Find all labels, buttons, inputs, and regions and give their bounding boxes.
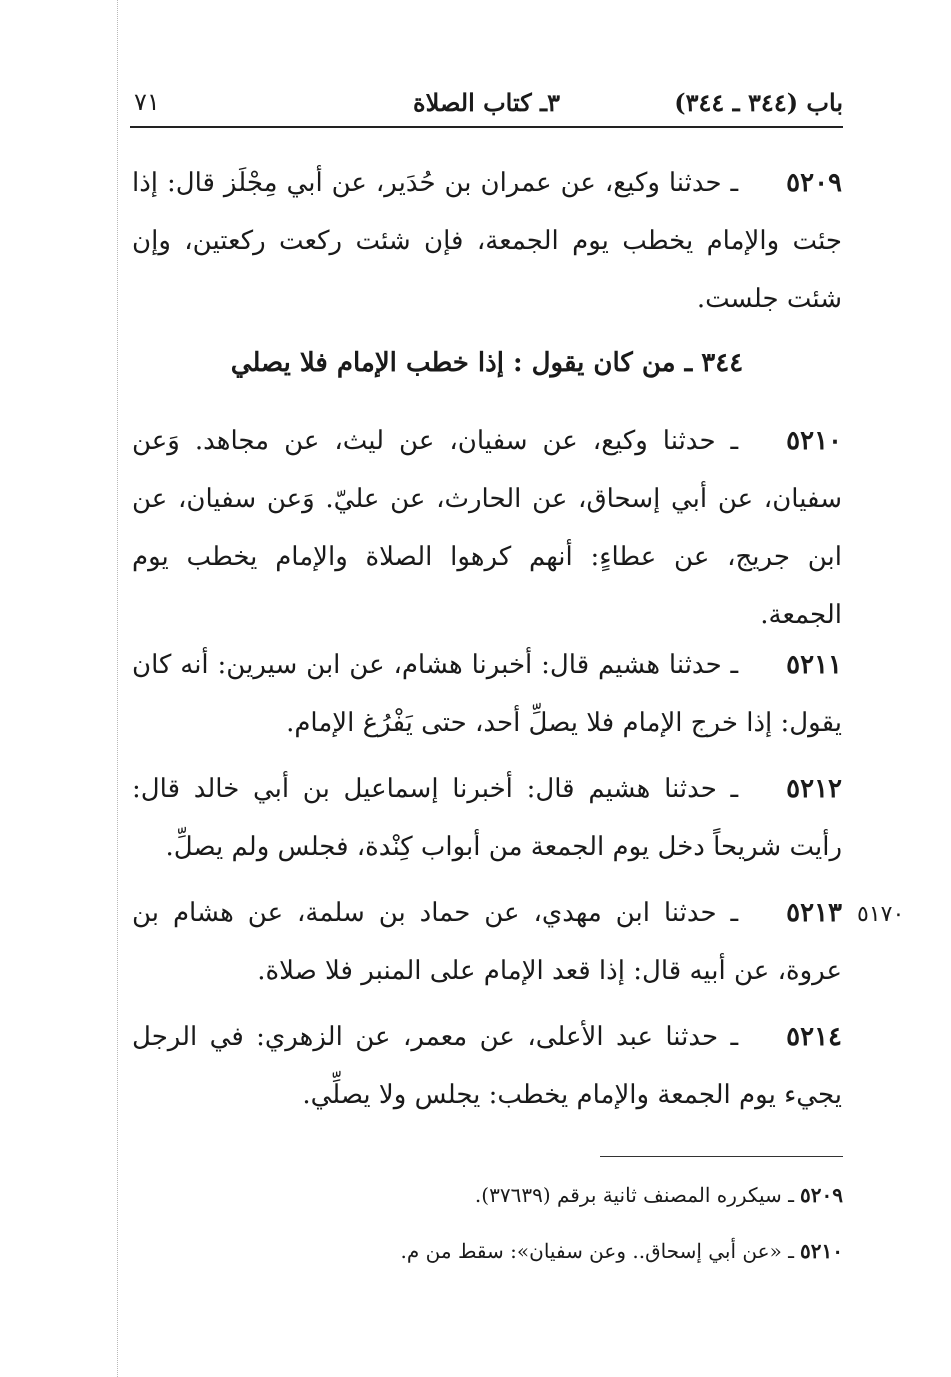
paragraph-5210 <box>132 412 842 644</box>
hadith-text: ـ حدثنا عبد الأعلى، عن معمر، عن الزهري: في الرجل يجيء يوم الجمعة والإمام يخطب: يجلس ولا يصلِّي. <box>132 1022 842 1110</box>
hadith-text: ـ حدثنا وكيع، عن سفيان، عن ليث، عن مجاهد. وَعن سفيان، عن أبي إسحاق، عن الحارث، عن عليّ. وَعن سفيان، عن ابن جريج، عن عطاءٍ: أنهم كرهوا الصلاة والإمام يخطب يوم الجمعة. <box>132 426 842 630</box>
paragraph-5213 <box>132 884 842 1000</box>
chapter-heading: ٣٤٤ ـ من كان يقول : إذا خطب الإمام فلا يصلي <box>230 348 744 378</box>
paragraph-5212 <box>132 760 842 876</box>
paragraph-5214 <box>132 1008 842 1124</box>
paragraph-5209 <box>132 154 842 328</box>
footnote-text: ـ «عن أبي إسحاق.. وعن سفيان»: سقط من م. <box>400 1239 795 1263</box>
hadith-text: ـ حدثنا هشيم قال: أخبرنا إسماعيل بن أبي خالد قال: رأيت شريحاً دخل يوم الجمعة من أبواب كِنْدة، فجلس ولم يصلِّ. <box>132 774 842 862</box>
footnote-5210 <box>401 1236 843 1266</box>
hadith-text: ـ حدثنا ابن مهدي، عن حماد بن سلمة، عن هشام بن عروة، عن أبيه قال: إذا قعد الإمام على المنبر فلا صلاة. <box>132 898 842 986</box>
hadith-number: ٥٢١١ <box>786 650 842 680</box>
page-number: ٧١ <box>134 88 160 116</box>
hadith-number: ٥٢١٤ <box>786 1022 842 1052</box>
footnote-rule <box>600 1156 843 1157</box>
hadith-number: ٥٢١٠ <box>786 426 842 456</box>
hadith-number: ٥٢١٢ <box>786 774 842 804</box>
header-rule <box>130 126 843 128</box>
footnote-5209 <box>475 1180 843 1210</box>
hadith-text: ـ حدثنا هشيم قال: أخبرنا هشام، عن ابن سيرين: أنه كان يقول: إذا خرج الإمام فلا يصلِّ أحد، حتى يَفْرُغ الإمام. <box>132 650 842 738</box>
book-title: ٣ـ كتاب الصلاة <box>413 88 560 117</box>
hadith-number: ٥٢٠٩ <box>786 168 842 198</box>
footnote-number: ٥٢٠٩ <box>800 1183 843 1207</box>
running-header <box>130 86 843 122</box>
footnote-number: ٥٢١٠ <box>800 1239 843 1263</box>
page-gutter-line <box>117 0 118 1377</box>
margin-reference-number: ٥١٧٠ <box>857 902 905 927</box>
paragraph-5211 <box>132 636 842 752</box>
chapter-range: باب (٣٤٤ ـ ٣٤٤) <box>674 88 843 117</box>
footnote-text: ـ سيكرره المصنف ثانية برقم (٣٧٦٣٩). <box>474 1183 795 1207</box>
hadith-text: ـ حدثنا وكيع، عن عمران بن حُدَير، عن أبي مِجْلَز قال: إذا جئت والإمام يخطب يوم الجمعة، فإن شئت ركعت ركعتين، وإن شئت جلست. <box>132 168 842 314</box>
hadith-number: ٥٢١٣ <box>786 898 842 928</box>
